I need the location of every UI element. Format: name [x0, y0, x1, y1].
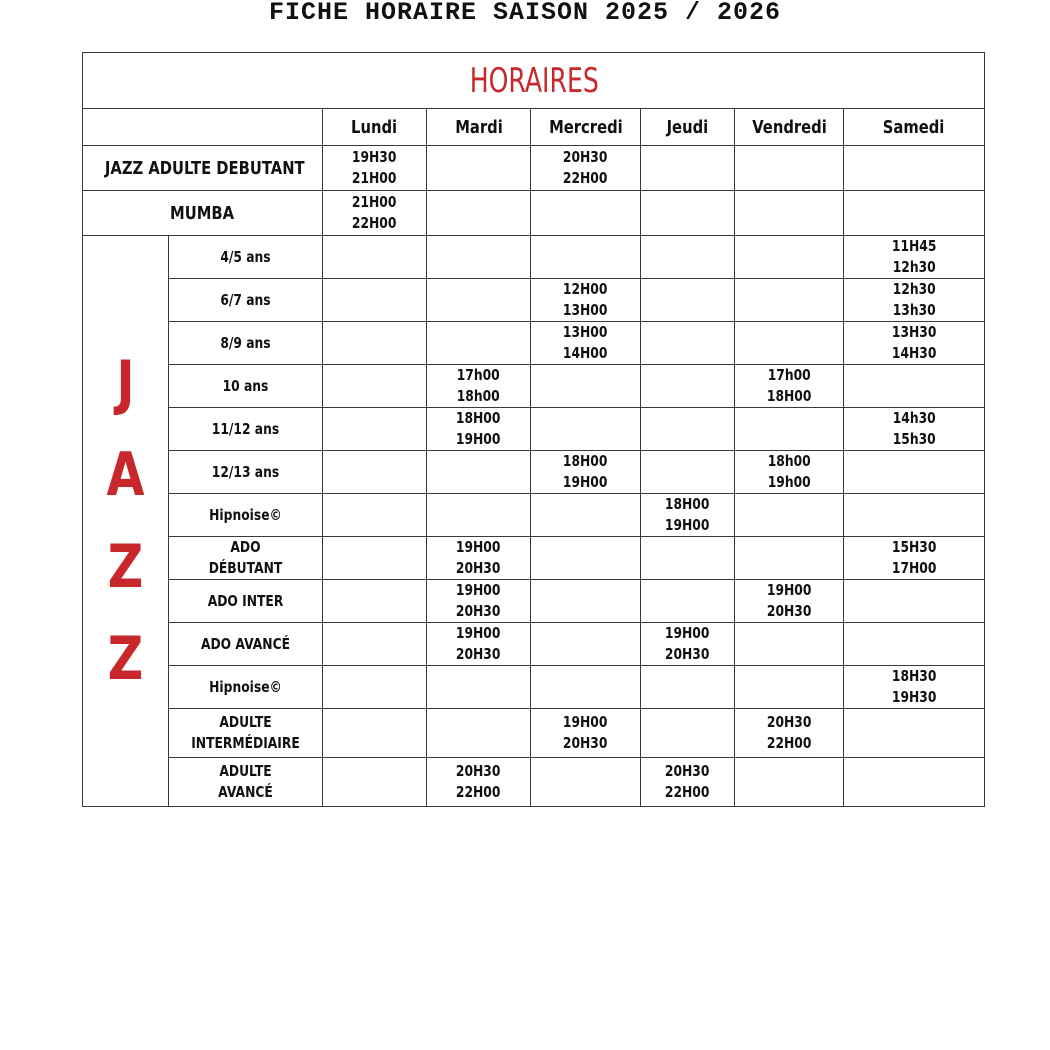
time-slot: 12H00	[563, 280, 608, 298]
time-cell	[427, 709, 531, 758]
label-line: 6/7 ans	[220, 290, 271, 309]
time-slot: 20H30	[563, 734, 608, 752]
time-cell	[427, 451, 531, 494]
time-cell	[735, 537, 844, 580]
time-slot: 14H30	[891, 344, 937, 362]
label-line: 10 ans	[222, 376, 269, 395]
time-cell	[323, 580, 427, 623]
time-cell	[844, 191, 985, 236]
jazz-letter: A	[106, 440, 145, 510]
time-slot: 12h30	[892, 280, 936, 298]
time-slot: 18H00	[766, 387, 812, 405]
time-cell	[427, 666, 531, 709]
jazz-row	[83, 451, 985, 494]
age-group-label	[169, 537, 323, 580]
time-slot: 19H00	[665, 624, 710, 642]
time-cell	[427, 236, 531, 279]
time-slot: 19H00	[456, 538, 501, 556]
time-slot: 20H30	[766, 602, 812, 620]
time-cell	[323, 623, 427, 666]
time-cell	[427, 537, 531, 580]
time-cell	[427, 191, 531, 236]
time-cell	[323, 494, 427, 537]
time-slot: 13H30	[891, 323, 937, 341]
time-slot: 17h00	[457, 366, 500, 384]
jazz-row	[83, 279, 985, 322]
age-group-label	[169, 623, 323, 666]
age-group-label	[169, 365, 323, 408]
time-slot: 20H30	[665, 645, 710, 663]
label-line: ADO INTER	[207, 591, 284, 610]
time-cell	[323, 146, 427, 191]
time-cell	[531, 537, 641, 580]
time-slot: 19H00	[456, 581, 501, 599]
time-slot: 20H30	[456, 559, 501, 577]
time-slot: 20H30	[456, 602, 501, 620]
time-cell	[641, 408, 735, 451]
label-line: 4/5 ans	[220, 247, 271, 266]
time-cell	[427, 623, 531, 666]
time-cell	[641, 494, 735, 537]
time-cell	[323, 451, 427, 494]
label-line: INTERMÉDIAIRE	[191, 734, 300, 752]
time-cell	[844, 494, 985, 537]
time-slot: 19H30	[352, 148, 397, 166]
corner-cell	[83, 109, 323, 146]
label-line: ADO AVANCÉ	[200, 634, 291, 653]
course-label: JAZZ ADULTE DEBUTANT	[83, 146, 323, 191]
banner-title: HORAIRES	[468, 60, 599, 101]
time-cell	[844, 365, 985, 408]
time-cell	[427, 758, 531, 807]
day-header-mercredi: Mercredi	[531, 109, 641, 146]
time-cell	[735, 408, 844, 451]
label-line: Hipnoise©	[209, 677, 282, 696]
time-cell	[531, 408, 641, 451]
time-cell	[323, 666, 427, 709]
time-slot: 12h30	[892, 258, 936, 276]
age-group-label	[169, 666, 323, 709]
time-cell	[844, 758, 985, 807]
time-cell	[641, 758, 735, 807]
day-header-samedi: Samedi	[844, 109, 985, 146]
time-cell	[641, 666, 735, 709]
label-line: DÉBUTANT	[208, 559, 283, 577]
time-cell	[844, 580, 985, 623]
time-slot: 18H00	[456, 409, 501, 427]
time-cell	[735, 666, 844, 709]
age-group-label	[169, 758, 323, 807]
age-group-label	[169, 580, 323, 623]
time-cell	[735, 322, 844, 365]
time-slot: 21H00	[352, 169, 397, 187]
time-cell	[844, 709, 985, 758]
time-cell	[531, 580, 641, 623]
time-cell	[735, 494, 844, 537]
time-cell	[844, 623, 985, 666]
schedule-table	[82, 52, 985, 807]
time-cell	[735, 580, 844, 623]
time-slot: 14h30	[892, 409, 936, 427]
time-cell	[735, 758, 844, 807]
label-line: ADULTE	[219, 762, 272, 780]
time-slot: 18H00	[665, 495, 710, 513]
day-header-row	[83, 109, 985, 146]
time-cell	[641, 365, 735, 408]
day-header-mardi: Mardi	[427, 109, 531, 146]
time-cell	[427, 365, 531, 408]
time-slot: 17h00	[767, 366, 811, 384]
time-cell	[641, 322, 735, 365]
time-slot: 13h30	[892, 301, 936, 319]
time-cell	[641, 580, 735, 623]
time-cell	[531, 322, 641, 365]
jazz-row	[83, 666, 985, 709]
time-cell	[735, 365, 844, 408]
age-group-label	[169, 236, 323, 279]
time-cell	[323, 236, 427, 279]
label-line: ADO	[230, 538, 261, 556]
time-slot: 22H00	[665, 783, 710, 801]
label-line: 8/9 ans	[220, 333, 271, 352]
jazz-row	[83, 408, 985, 451]
time-slot: 19H00	[563, 473, 608, 491]
time-cell	[735, 623, 844, 666]
jazz-vertical-label	[83, 236, 169, 807]
time-cell	[531, 494, 641, 537]
jazz-letter: Z	[107, 532, 144, 602]
time-slot: 18h00	[457, 387, 500, 405]
time-cell	[323, 322, 427, 365]
course-label: MUMBA	[83, 191, 323, 236]
time-cell	[844, 322, 985, 365]
age-group-label	[169, 322, 323, 365]
time-cell	[427, 580, 531, 623]
time-cell	[641, 191, 735, 236]
time-cell	[735, 236, 844, 279]
time-cell	[735, 146, 844, 191]
time-cell	[323, 408, 427, 451]
time-slot: 19H00	[456, 430, 501, 448]
time-slot: 19H30	[891, 688, 937, 706]
label-line: ADULTE	[219, 713, 272, 731]
time-cell	[531, 279, 641, 322]
time-cell	[531, 191, 641, 236]
time-cell	[531, 623, 641, 666]
page-title: FICHE HORAIRE SAISON 2025 / 2026	[268, 0, 782, 27]
banner-cell	[146, 53, 922, 109]
time-cell	[531, 709, 641, 758]
time-cell	[735, 191, 844, 236]
age-group-label	[169, 494, 323, 537]
time-slot: 20H30	[456, 645, 501, 663]
label-line: Hipnoise©	[209, 505, 282, 524]
time-cell	[735, 279, 844, 322]
jazz-letter: J	[116, 348, 135, 418]
time-cell	[323, 758, 427, 807]
time-slot: 19h00	[767, 473, 811, 491]
time-slot: 19H00	[456, 624, 501, 642]
label-line: AVANCÉ	[218, 783, 273, 801]
time-cell	[531, 365, 641, 408]
day-header-jeudi: Jeudi	[641, 109, 735, 146]
age-group-label	[169, 279, 323, 322]
banner-row	[83, 53, 985, 109]
time-cell	[641, 709, 735, 758]
age-group-label	[169, 709, 323, 758]
time-cell	[531, 146, 641, 191]
time-slot: 21H00	[352, 193, 397, 211]
time-cell	[531, 236, 641, 279]
jazz-row	[83, 494, 985, 537]
time-cell	[427, 322, 531, 365]
time-cell	[844, 146, 985, 191]
time-cell	[641, 537, 735, 580]
time-cell	[735, 709, 844, 758]
time-cell	[641, 451, 735, 494]
time-cell	[427, 146, 531, 191]
time-slot: 19H00	[665, 516, 710, 534]
label-line: 12/13 ans	[211, 462, 280, 481]
time-slot: 20H30	[563, 148, 608, 166]
jazz-row	[83, 537, 985, 580]
time-slot: 18H00	[563, 452, 608, 470]
time-cell	[641, 236, 735, 279]
time-cell	[323, 365, 427, 408]
time-cell	[323, 191, 427, 236]
time-cell	[427, 408, 531, 451]
time-slot: 19H00	[766, 581, 812, 599]
time-slot: 15h30	[892, 430, 936, 448]
time-slot: 20H30	[456, 762, 501, 780]
time-slot: 20H30	[665, 762, 710, 780]
jazz-row	[83, 758, 985, 807]
time-slot: 22H00	[456, 783, 501, 801]
time-slot: 20H30	[766, 713, 812, 731]
jazz-row	[83, 365, 985, 408]
time-cell	[323, 279, 427, 322]
jazz-letter: Z	[107, 624, 144, 694]
time-cell	[641, 623, 735, 666]
time-slot: 22H00	[352, 214, 397, 232]
time-slot: 19H00	[563, 713, 608, 731]
jazz-row	[83, 580, 985, 623]
time-cell	[427, 279, 531, 322]
time-cell	[323, 537, 427, 580]
time-cell	[641, 146, 735, 191]
time-slot: 18h00	[767, 452, 811, 470]
time-cell	[844, 537, 985, 580]
day-header-vendredi: Vendredi	[735, 109, 844, 146]
time-cell	[844, 408, 985, 451]
schedule-row	[83, 191, 985, 236]
time-slot: 15H30	[891, 538, 937, 556]
age-group-label	[169, 451, 323, 494]
time-cell	[531, 451, 641, 494]
time-slot: 17H00	[891, 559, 937, 577]
time-cell	[427, 494, 531, 537]
time-cell	[844, 236, 985, 279]
time-cell	[531, 666, 641, 709]
time-slot: 11H45	[891, 237, 937, 255]
day-header-lundi: Lundi	[323, 109, 427, 146]
time-cell	[844, 451, 985, 494]
time-cell	[735, 451, 844, 494]
label-line: 11/12 ans	[211, 419, 280, 438]
jazz-row	[83, 709, 985, 758]
jazz-row	[83, 322, 985, 365]
time-cell	[641, 279, 735, 322]
jazz-row	[83, 236, 985, 279]
jazz-row	[83, 623, 985, 666]
time-cell	[323, 709, 427, 758]
age-group-label	[169, 408, 323, 451]
time-slot: 13H00	[563, 323, 608, 341]
time-cell	[844, 279, 985, 322]
time-slot: 18H30	[891, 667, 937, 685]
time-slot: 14H00	[563, 344, 608, 362]
time-slot: 22H00	[563, 169, 608, 187]
time-slot: 22H00	[766, 734, 812, 752]
time-cell	[531, 758, 641, 807]
time-slot: 13H00	[563, 301, 608, 319]
schedule-row	[83, 146, 985, 191]
time-cell	[844, 666, 985, 709]
